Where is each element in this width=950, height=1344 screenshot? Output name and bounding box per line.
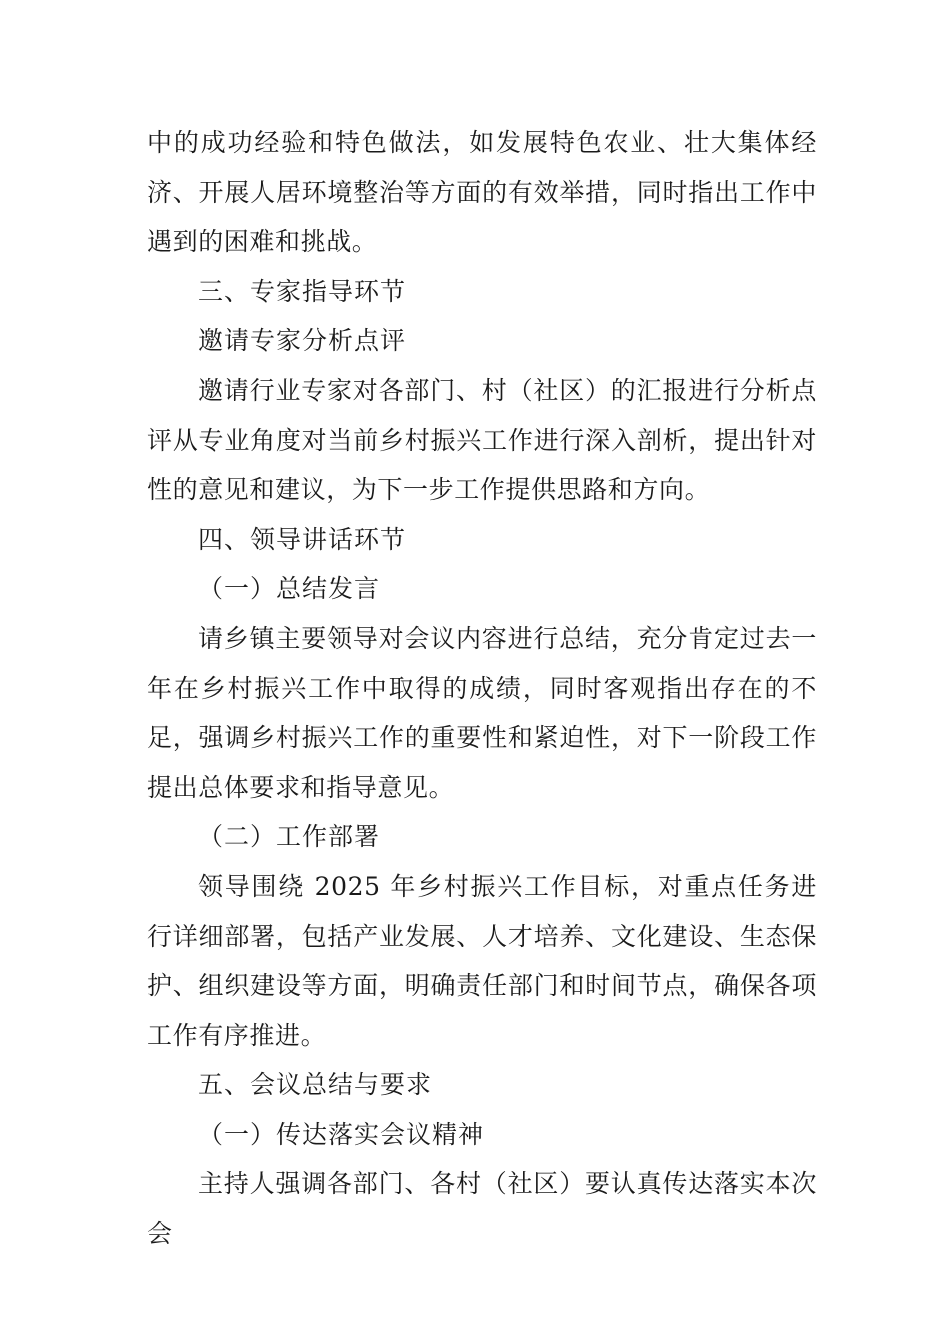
body-paragraph: 中的成功经验和特色做法，如发展特色农业、壮大集体经济、开展人居环境整治等方面的有效举措，同时指出工作中遇到的困难和挑战。 <box>147 128 817 257</box>
subsection-heading: （一）总结发言 <box>198 574 381 604</box>
section-heading: 四、领导讲话环节 <box>198 524 407 554</box>
subsection-heading: 邀请专家分析点评 <box>198 326 407 356</box>
subsection-heading: （一）传达落实会议精神 <box>198 1119 485 1149</box>
section-heading: 三、专家指导环节 <box>198 276 407 306</box>
body-paragraph: 邀请行业专家对各部门、村（社区）的汇报进行分析点评从专业角度对当前乡村振兴工作进行深入剖析，提出针对性的意见和建议，为下一步工作提供思路和方向。 <box>147 375 817 505</box>
body-paragraph: 主持人强调各部门、各村（社区）要认真传达落实本次会 <box>147 1169 817 1249</box>
document-page <box>147 118 817 1259</box>
section-heading: 五、会议总结与要求 <box>198 1070 433 1100</box>
subsection-heading: （二）工作部署 <box>198 822 381 852</box>
body-paragraph: 领导围绕 2025 年乡村振兴工作目标，对重点任务进行详细部署，包括产业发展、人才培养、文化建设、生态保护、组织建设等方面，明确责任部门和时间节点，确保各项工作有序推进。 <box>147 871 817 1050</box>
body-paragraph: 请乡镇主要领导对会议内容进行总结，充分肯定过去一年在乡村振兴工作中取得的成绩，同时客观指出存在的不足，强调乡村振兴工作的重要性和紧迫性，对下一阶段工作提出总体要求和指导意见。 <box>147 623 817 802</box>
